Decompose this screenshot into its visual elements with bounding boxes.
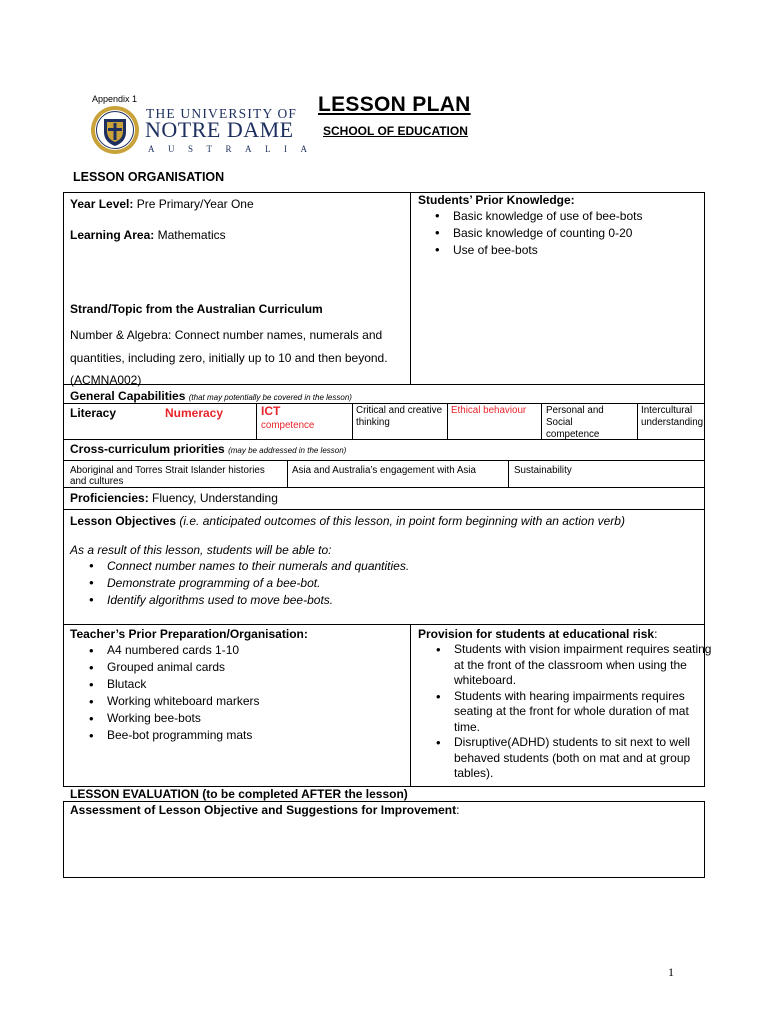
preparation-list xyxy=(80,642,400,744)
year-level-label: Year Level: xyxy=(70,197,134,211)
page-title: LESSON PLAN xyxy=(318,93,471,116)
logo-line-2: NOTRE DAME xyxy=(145,117,294,142)
lesson-evaluation-heading: LESSON EVALUATION (to be completed AFTER the lesson) xyxy=(70,787,408,801)
list-item: • Working bee-bots xyxy=(80,710,400,727)
divider xyxy=(410,192,411,384)
learning-area xyxy=(70,228,226,243)
divider xyxy=(541,403,542,439)
divider xyxy=(63,487,705,488)
divider xyxy=(63,624,705,625)
assessment-heading xyxy=(70,803,459,818)
list-item: • Students with hearing impairments requires seating at the front for whole duration of mat time. xyxy=(427,689,717,736)
year-level-value: Pre Primary/Year One xyxy=(133,197,254,211)
general-capabilities-label: General Capabilities xyxy=(70,389,186,403)
lesson-objectives-label: Lesson Objectives xyxy=(70,514,177,528)
list-item: • Disruptive(ADHD) students to sit next to well behaved students (both on mat and at group tables). xyxy=(427,735,717,782)
divider xyxy=(352,403,353,439)
capability-ict-sub: competence xyxy=(261,420,315,431)
assessment-colon: : xyxy=(456,803,460,817)
prior-knowledge-label: Students’ Prior Knowledge: xyxy=(418,193,575,207)
list-item: • Students with vision impairment requires seating at the front of the classroom when using the whiteboard. xyxy=(427,642,717,689)
list-item: • A4 numbered cards 1-10 xyxy=(80,642,400,659)
list-item: • Bee-bot programming mats xyxy=(80,727,400,744)
capability-literacy: Literacy xyxy=(70,406,117,420)
list-item: • Blutack xyxy=(80,676,400,693)
capability-ict-label: ICT xyxy=(261,404,281,418)
list-item: • Grouped animal cards xyxy=(80,659,400,676)
divider xyxy=(287,460,288,487)
list-item: • Use of bee-bots xyxy=(426,242,702,258)
learning-area-value: Mathematics xyxy=(154,228,226,242)
cross-curriculum-item: Aboriginal and Torres Strait Islander histories and cultures xyxy=(70,465,265,487)
strand-text: Number & Algebra: Connect number names, numerals and quantities, including zero, initially up to 10 and then beyond. (ACMNA002) xyxy=(70,328,388,387)
logo-line-1: THE UNIVERSITY OF xyxy=(146,106,298,121)
logo-line-3: AUSTRALIA xyxy=(148,144,321,154)
cross-curriculum xyxy=(70,442,346,456)
divider xyxy=(447,403,448,439)
divider xyxy=(508,460,509,487)
list-item: • Demonstrate programming of a bee-bot. xyxy=(80,575,680,591)
list-item: • Connect number names to their numerals and quantities. xyxy=(80,558,680,574)
provision-heading xyxy=(418,627,657,642)
learning-area-label: Learning Area: xyxy=(70,228,155,242)
divider xyxy=(63,403,705,404)
objectives-intro: As a result of this lesson, students will be able to: xyxy=(70,543,332,557)
list-item: • Basic knowledge of use of bee-bots xyxy=(426,208,702,224)
objectives-list xyxy=(80,558,680,608)
cross-curriculum-label: Cross-curriculum priorities xyxy=(70,442,225,456)
lesson-objectives-note: (i.e. anticipated outcomes of this lesson, in point form beginning with an action verb) xyxy=(176,514,625,528)
university-logo xyxy=(90,104,321,156)
preparation-label: Teacher’s Prior Preparation/Organisation: xyxy=(70,627,308,641)
general-capabilities xyxy=(70,389,352,403)
capability-personal: Personal and Social competence xyxy=(546,405,604,440)
provision-label: Provision for students at educational risk xyxy=(418,627,655,641)
assessment-label: Assessment of Lesson Objective and Suggestions for Improvement xyxy=(70,803,457,817)
cross-curriculum-item: Sustainability xyxy=(514,465,572,476)
list-item: • Basic knowledge of counting 0-20 xyxy=(426,225,702,241)
capability-critical: Critical and creative thinking xyxy=(356,405,443,428)
divider xyxy=(256,403,257,439)
capability-intercultural: Intercultural understanding xyxy=(641,405,704,428)
page-number: 1 xyxy=(668,965,674,979)
divider xyxy=(637,403,638,439)
list-item: • Identify algorithms used to move bee-bots. xyxy=(80,592,680,608)
cross-curriculum-item: Asia and Australia’s engagement with Asia xyxy=(292,465,476,476)
capability-numeracy: Numeracy xyxy=(165,406,224,420)
proficiencies xyxy=(70,491,278,506)
divider xyxy=(63,509,705,510)
appendix-label: Appendix 1 xyxy=(92,94,138,104)
general-capabilities-note: (that may potentially be covered in the lesson) xyxy=(188,393,352,402)
proficiencies-value: Fluency, Understanding xyxy=(148,491,278,505)
crest-icon xyxy=(90,104,140,156)
provision-colon: : xyxy=(654,627,658,641)
prior-knowledge-list xyxy=(426,208,702,258)
proficiencies-label: Proficiencies: xyxy=(70,491,149,505)
divider xyxy=(63,460,705,461)
lesson-organisation-heading: LESSON ORGANISATION xyxy=(73,170,225,184)
lesson-objectives xyxy=(70,514,625,529)
list-item: • Working whiteboard markers xyxy=(80,693,400,710)
capability-ict xyxy=(261,404,314,432)
provision-list xyxy=(427,642,717,782)
cross-curriculum-note: (may be addressed in the lesson) xyxy=(228,446,347,455)
capability-ethical: Ethical behaviour xyxy=(451,405,527,416)
year-level xyxy=(70,197,254,212)
divider xyxy=(410,624,411,787)
page-subtitle: SCHOOL OF EDUCATION xyxy=(323,124,468,138)
strand-label: Strand/Topic from the Australian Curriculum xyxy=(70,302,323,316)
